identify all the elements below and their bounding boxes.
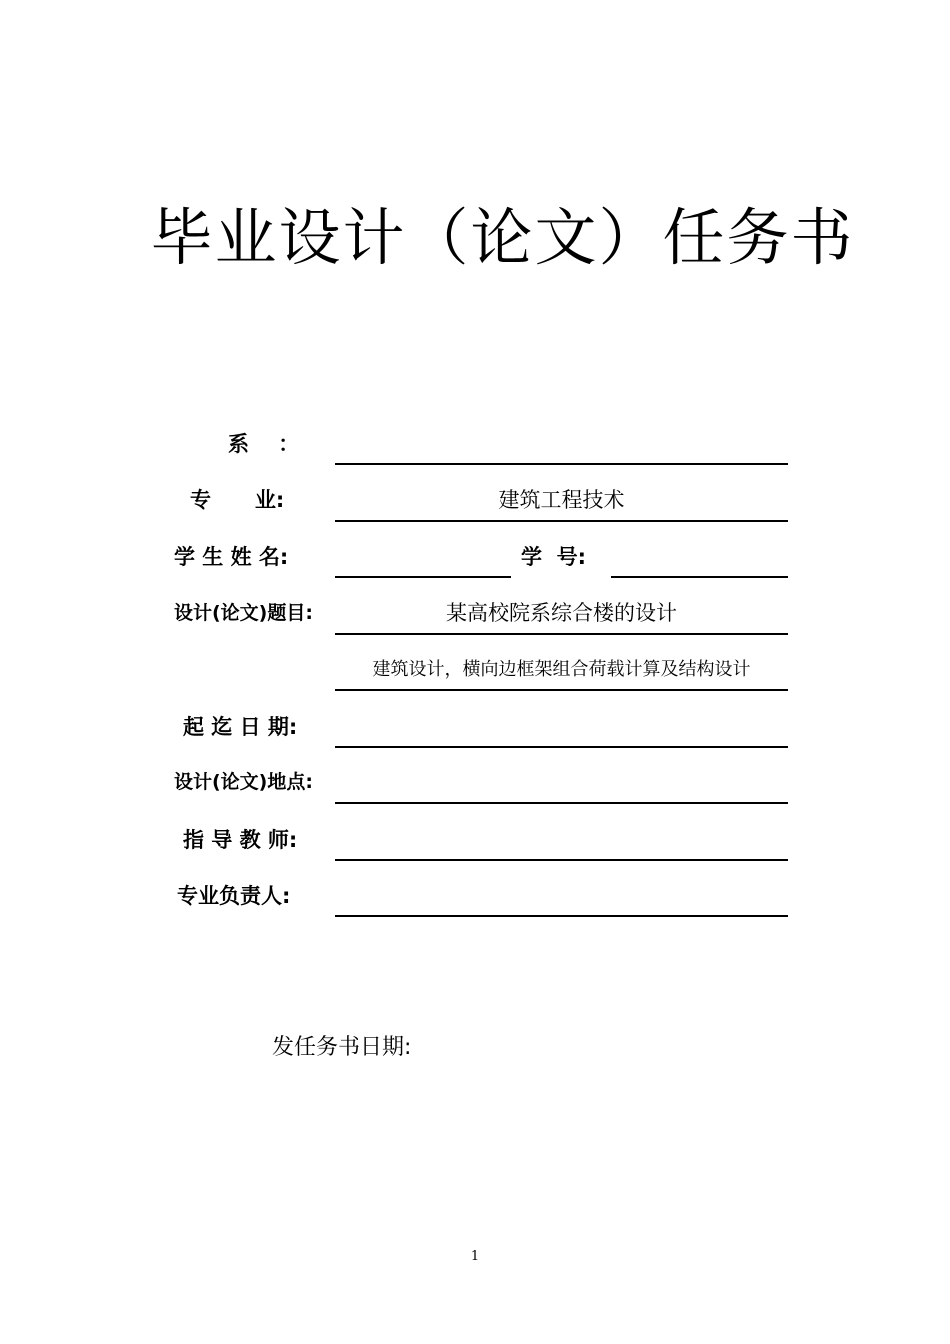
student-id-field-line[interactable]: [611, 576, 788, 578]
location-label: 设计(论文)地点:: [174, 771, 313, 793]
document-title: 毕业设计（论文）任务书: [150, 201, 855, 274]
student-id-label: 学 号:: [521, 545, 587, 569]
issue-date-label: 发任务书日期:: [272, 1035, 412, 1060]
advisor-label: 指 导 教 师:: [183, 828, 298, 852]
topic-value: 某高校院系综合楼的设计: [446, 601, 677, 625]
major-head-field-line[interactable]: [335, 915, 788, 917]
department-field-line[interactable]: [335, 463, 788, 465]
major-label: 专 业:: [190, 488, 285, 512]
location-field-line[interactable]: [335, 802, 788, 804]
topic-sub-value: 建筑设计，横向边框架组合荷载计算及结构设计: [372, 659, 751, 680]
major-head-label: 专业负责人:: [177, 884, 291, 908]
page-number: 1: [470, 1249, 480, 1264]
major-value: 建筑工程技术: [498, 488, 625, 512]
topic-field-line[interactable]: [335, 633, 788, 635]
period-field-line[interactable]: [335, 746, 788, 748]
advisor-field-line[interactable]: [335, 859, 788, 861]
department-label: 系 ：: [228, 432, 300, 456]
student-name-field-line[interactable]: [335, 576, 511, 578]
major-field-line[interactable]: [335, 520, 788, 522]
period-label: 起 迄 日 期:: [183, 715, 298, 739]
student-name-label: 学 生 姓 名:: [174, 545, 289, 569]
topic-sub-field-line[interactable]: [335, 689, 788, 691]
topic-label: 设计(论文)题目:: [174, 602, 313, 624]
